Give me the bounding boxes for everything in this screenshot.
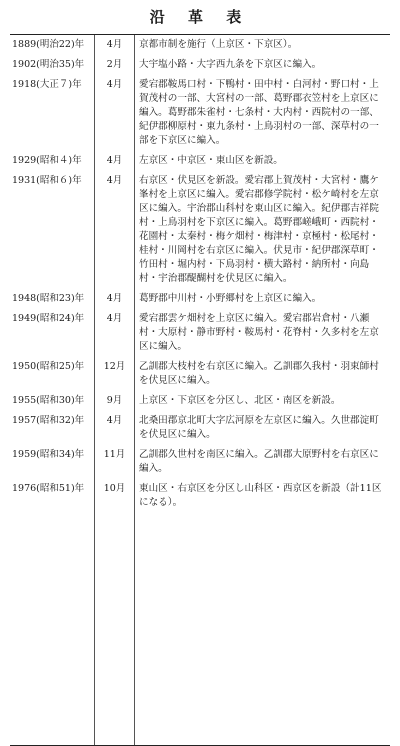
month-cell: 4月 — [95, 289, 135, 309]
table-row — [10, 445, 390, 479]
year-cell: 1955(昭和30)年 — [10, 391, 95, 411]
event-cell: 左京区・中京区・東山区を新設。 — [139, 155, 283, 166]
table-row — [10, 171, 390, 289]
year-cell: 1889(明治22)年 — [10, 35, 95, 55]
month-cell: 11月 — [95, 445, 135, 479]
table-row — [10, 479, 390, 745]
year-cell: 1931(昭和６)年 — [10, 171, 95, 289]
year-cell: 1957(昭和32)年 — [10, 411, 95, 445]
month-cell: 12月 — [95, 357, 135, 391]
table-row — [10, 35, 390, 55]
table-row — [10, 411, 390, 445]
year-cell: 1959(昭和34)年 — [10, 445, 95, 479]
year-cell: 1929(昭和４)年 — [10, 151, 95, 171]
event-cell: 右京区・伏見区を新設。愛宕郡上賀茂村・大宮村・鷹ケ峯村を上京区に編入。愛宕郡修学院村・松ケ崎村を左京区に編入。宇治郡山科村を東山区に編入。紀伊郡吉祥院村・上鳥羽村を下京区に編入。葛野郡嵯峨町・西院村・花園村・太秦村・梅ケ畑村・梅津村・京極村・松尾村・桂村・川岡村を右京区に編入。伏見市・紀伊郡深草町・竹田村・堀内村・下鳥羽村・横大路村・納所村・向島村・宇治郡醍醐村を伏見区に編入。 — [139, 175, 379, 284]
month-cell: 4月 — [95, 151, 135, 171]
table-row — [10, 151, 390, 171]
event-cell: 大宇塩小路・大字西九条を下京区に編入。 — [139, 59, 322, 70]
table-row — [10, 391, 390, 411]
table-row — [10, 357, 390, 391]
year-cell: 1948(昭和23)年 — [10, 289, 95, 309]
month-cell: 4月 — [95, 411, 135, 445]
year-cell: 1902(明治35)年 — [10, 55, 95, 75]
month-cell: 4月 — [95, 171, 135, 289]
history-table — [10, 34, 390, 746]
page-title: 沿 革 表 — [149, 8, 251, 26]
month-cell: 4月 — [95, 309, 135, 357]
table-row — [10, 55, 390, 75]
table-row — [10, 75, 390, 151]
event-cell: 北桑田郡京北町大字広河原を左京区に編入。久世郡淀町を伏見区に編入。 — [139, 415, 379, 440]
table-row — [10, 309, 390, 357]
year-cell: 1976(昭和51)年 — [10, 479, 95, 745]
event-cell: 愛宕郡雲ケ畑村を上京区に編入。愛宕郡岩倉村・八瀬村・大原村・静市野村・鞍馬村・花脊村・久多村を左京区に編入。 — [139, 313, 379, 352]
month-cell: 4月 — [95, 35, 135, 55]
event-cell: 京都市制を施行（上京区・下京区）。 — [139, 39, 298, 50]
month-cell: 4月 — [95, 75, 135, 151]
event-cell: 上京区・下京区を分区し、北区・南区を新設。 — [139, 395, 341, 406]
event-cell: 乙訓郡大枝村を右京区に編入。乙訓郡久我村・羽束師村を伏見区に編入。 — [139, 361, 379, 386]
month-cell: 10月 — [95, 479, 135, 745]
event-cell: 東山区・右京区を分区し山科区・西京区を新設（計11区になる）。 — [139, 483, 382, 508]
month-cell: 2月 — [95, 55, 135, 75]
table-row — [10, 289, 390, 309]
year-cell: 1918(大正７)年 — [10, 75, 95, 151]
year-cell: 1950(昭和25)年 — [10, 357, 95, 391]
event-cell: 乙訓郡久世村を南区に編入。乙訓郡大原野村を右京区に編入。 — [139, 449, 379, 474]
event-cell: 葛野郡中川村・小野郷村を上京区に編入。 — [139, 293, 322, 304]
event-cell: 愛宕郡鞍馬口村・下鴨村・田中村・白河村・野口村・上賀茂村の一部、大宮村の一部、葛野郡衣笠村を上京区に編入。葛野郡朱雀村・七条村・大内村・西院村の一部、紀伊郡柳原村・東九条村・上鳥羽村の一部、深草村の一部を下京区に編入。 — [139, 79, 379, 146]
year-cell: 1949(昭和24)年 — [10, 309, 95, 357]
month-cell: 9月 — [95, 391, 135, 411]
